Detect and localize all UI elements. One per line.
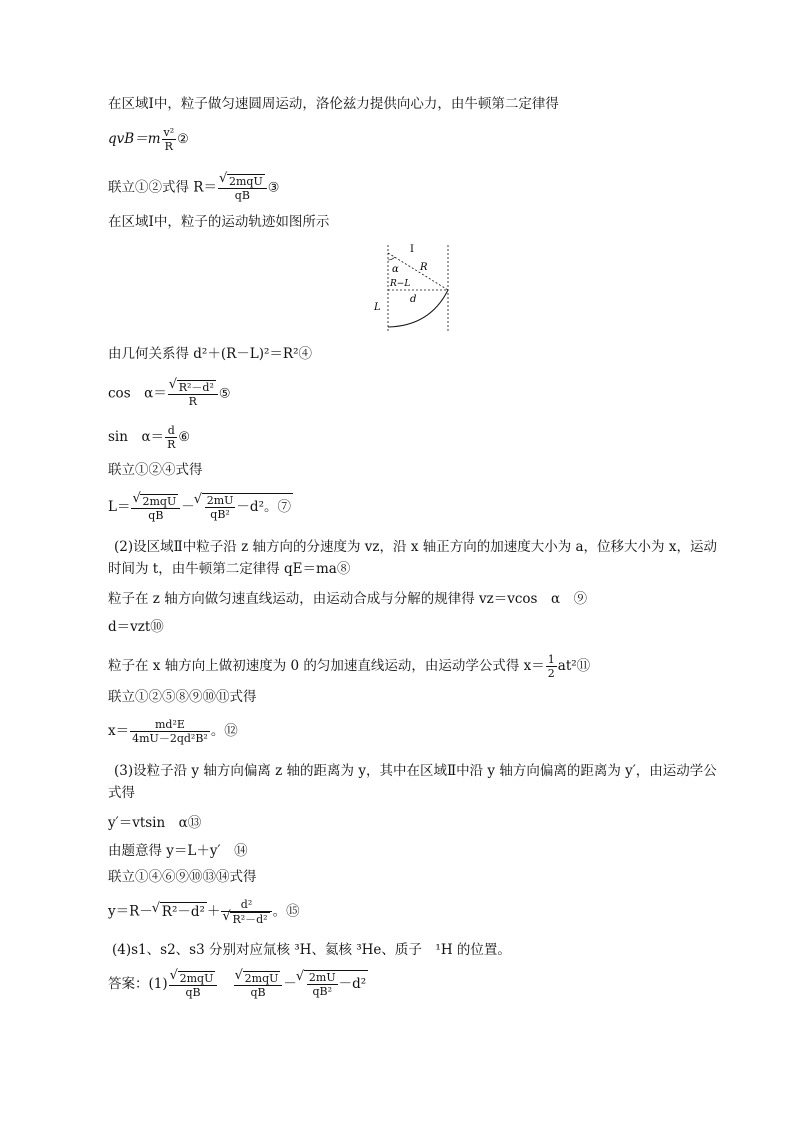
eq-x-result: x＝ $\frac{\text{md²E}}{\text{4mU－2qd²B²}}$ 。⑫: [108, 718, 238, 745]
line-combine-124: 联立①②④式得: [108, 462, 203, 478]
arc-path: [388, 290, 448, 327]
diagram-label-R: R: [420, 262, 428, 273]
eq-newton-second-law: qvB＝m $\frac{\text{v²}}{R}$ ②: [108, 126, 189, 153]
answer-line: 答案：(1) √ $\frac{\text{2mqU}}{qB}$ √ $\frac{\text{2mqU}}{qB}$ － √ $\frac{2mU}{\text{qB²}}$ －d²: [108, 970, 368, 999]
diagram-label-region: Ⅰ: [410, 244, 414, 255]
eq-x-kinematics: 粒子在 x 轴方向上做初速度为 0 的匀加速直线运动，由运动学公式得 x＝ $\frac{1}{2}$ at²⑪: [108, 653, 591, 680]
line-1: 在区域Ⅰ中，粒子做匀速圆周运动，洛伦兹力提供向心力，由牛顿第二定律得: [108, 96, 559, 112]
diagram-label-L: L: [374, 302, 381, 313]
paragraph-part-3: (3)设粒子沿 y 轴方向偏离 z 轴的距离为 y，其中在区域Ⅱ中沿 y 轴方向偏离的距离为 y′，由运动学公式得: [108, 763, 717, 801]
line-part-4: (4)s1、s2、s3 分别对应氚核 ³H、氦核 ³He、质子 ¹H 的位置。: [112, 942, 511, 958]
line-trajectory-intro: 在区域Ⅰ中，粒子的运动轨迹如图所示: [108, 214, 330, 230]
trajectory-diagram: [368, 240, 458, 335]
line-z-motion: 粒子在 z 轴方向做匀速直线运动，由运动合成与分解的规律得 vz＝vcos α ⑨: [108, 591, 588, 607]
eq-y-result: y＝R－√ R²－d² ＋ d² √ R²－d² 。⑮: [108, 898, 300, 926]
line-combine-y: 联立①④⑥⑨⑩⑬⑭式得: [108, 869, 257, 885]
line-combine-x: 联立①②⑤⑧⑨⑩⑪式得: [108, 689, 257, 705]
diagram-label-alpha: α: [392, 264, 399, 275]
paragraph-part-2: (2)设区域Ⅱ中粒子沿 z 轴方向的分速度为 vz，沿 x 轴正方向的加速度大小为 a，位移大小为 x，运动时间为 t，由牛顿第二定律得 qE＝ma⑧: [108, 539, 717, 577]
eq-cos-alpha: cos α＝ √ $\frac{\text{R²－d²}}{R}$ ⑤: [108, 380, 231, 408]
eq-d-vzt: d＝vzt⑩: [108, 619, 164, 635]
diagram-label-RL: R−L: [390, 279, 411, 289]
eq-geometry: 由几何关系得 d²＋(R－L)²＝R²④: [108, 346, 312, 362]
diagram-label-d: d: [410, 294, 417, 305]
eq-radius: 联立①②式得 R＝ √ $\frac{\text{2mqU}}{qB}$ ③: [108, 174, 279, 202]
eq-y-prime: y′＝vtsin α⑬: [108, 815, 202, 831]
angle-arc: [388, 257, 395, 260]
eq-L: L＝ √ $\frac{\text{2mqU}}{qB}$ － √ $\frac{2mU}{\text{qB²}}$ －d²。⑦: [108, 493, 293, 522]
eq-y-sum: 由题意得 y＝L＋y′ ⑭: [108, 843, 248, 859]
eq-sin-alpha: sin α＝ $\frac{d}{R}$ ⑥: [108, 424, 191, 451]
